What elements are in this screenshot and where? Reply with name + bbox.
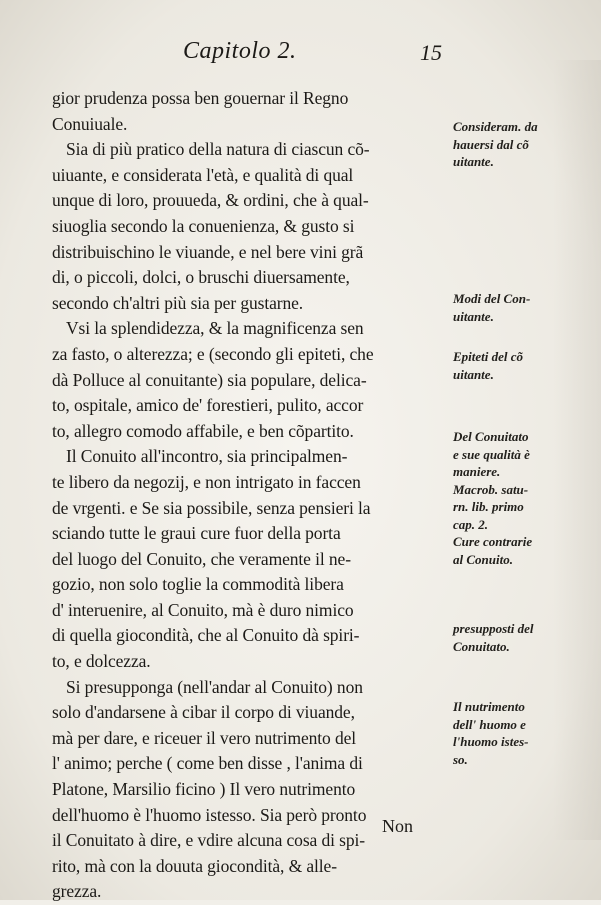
page-number: 15 [420,40,442,65]
text-line: distribuischino le viuande, e nel bere vini grã [52,241,364,262]
text-line: siuoglia secondo la conuenienza, & gusto si [52,215,355,236]
margin-note-line: dell' huomo e [453,716,526,732]
text-line: sciando tutte le graui cure fuor della porta [52,523,341,544]
margin-note-line: Il nutrimento [453,699,525,714]
text-line: Platone, Marsilio ficino ) Il vero nutrimento [52,779,356,800]
margin-note [453,428,595,568]
margin-note-line: uitante. [453,308,494,324]
margin-note-line: Cure contrarie [453,534,533,549]
text-line: l' animo; perche ( come ben disse , l'anima di [52,753,363,774]
margin-note-line: uitante. [453,154,494,169]
text-line: gozio, non solo toglie la commodità libera [52,574,344,595]
text-line: grezza. [52,881,102,902]
text-line: de vrgenti. e Se sia possibile, senza pensieri la [52,497,371,518]
margin-note-line: hauersi dal cõ [453,136,529,152]
page-header [0,38,601,78]
text-line: mà per dare, e riceuer il vero nutrimento del [52,727,357,748]
paragraph [52,675,444,905]
margin-note-line: Del Conuitato [453,429,529,444]
margin-note-line: Modi del Con- [453,291,531,306]
text-line: za fasto, o alterezza; e (secondo gli epiteti, che [52,343,374,364]
margin-note [453,290,595,325]
margin-note-line: rn. lib. primo [453,499,524,514]
margin-note-line: al Conuito. [453,551,513,567]
text-line: unque di loro, prouueda, & ordini, che à qual- [52,190,369,211]
margin-note-line: e sue qualità è [453,446,530,462]
text-line: dà Polluce al conuitante) sia populare, delica- [52,369,367,390]
text-line: gior prudenza possa ben gouernar il Regno [52,88,349,108]
margin-note [453,698,595,768]
margin-note [453,620,595,655]
text-line: uiuante, e considerata l'età, e qualità di qual [52,164,354,185]
text-line: to, allegro comodo affabile, e ben cõpartito. [52,420,354,441]
text-line: solo d'andarsene à cibar il corpo di viuande, [52,702,355,723]
paragraph [52,316,444,444]
text-line: Si presupponga (nell'andar al Conuito) non [66,676,363,697]
margin-note [453,118,595,171]
margin-note-line: uitante. [453,366,494,382]
text-line: il Conuitato à dire, e vdire alcuna cosa di spi- [52,830,366,851]
text-line: Conuiuale. [52,113,128,134]
margin-note-line: Conuitato. [453,638,510,654]
text-line: to, ospitale, amico de' forestieri, pulito, accor [52,395,364,416]
text-line: te libero da negozij, e non intrigato in faccen [52,471,361,492]
text-line: dell'huomo è l'huomo istesso. Sia però pronto [52,804,367,825]
text-line: secondo ch'altri più sia per gustarne. [52,292,304,313]
body-text [52,86,444,905]
text-line: di, o piccoli, dolci, o bruschi diuersamente, [52,267,350,288]
text-line: to, e dolcezza. [52,651,151,672]
margin-note-line: Consideraт. da [453,119,538,134]
margin-note-line: l'huomo istes- [453,734,529,749]
text-line: rito, mà con la douuta giocondità, & alle- [52,855,337,876]
text-line: del luogo del Conuito, che veramente il ne- [52,548,351,569]
paragraph [52,137,444,316]
margin-note-line: Epiteti del cõ [453,349,524,364]
catchword: Non [382,816,413,836]
margin-note-line: presupposti del [453,621,534,636]
running-head: Capitolo 2. [183,38,297,64]
margin-note-line: Macrob. satu- [453,481,529,497]
margin-note-line: so. [453,751,468,767]
paragraph [52,444,444,674]
margin-note-line: maniere. [453,464,501,479]
text-line: Sia di più pratico della natura di ciascun cõ- [66,139,370,160]
text-line: d' interuenire, al Conuito, mà è duro nimico [52,599,354,620]
text-line: di quella giocondità, che al Conuito dà spiri- [52,625,360,646]
paragraph [52,86,444,137]
margin-note-line: cap. 2. [453,516,489,532]
margin-note [453,348,595,383]
text-line: Vsi la splendidezza, & la magnificenza sen [66,318,364,339]
text-line: Il Conuito all'incontro, sia principalmen- [66,446,348,467]
